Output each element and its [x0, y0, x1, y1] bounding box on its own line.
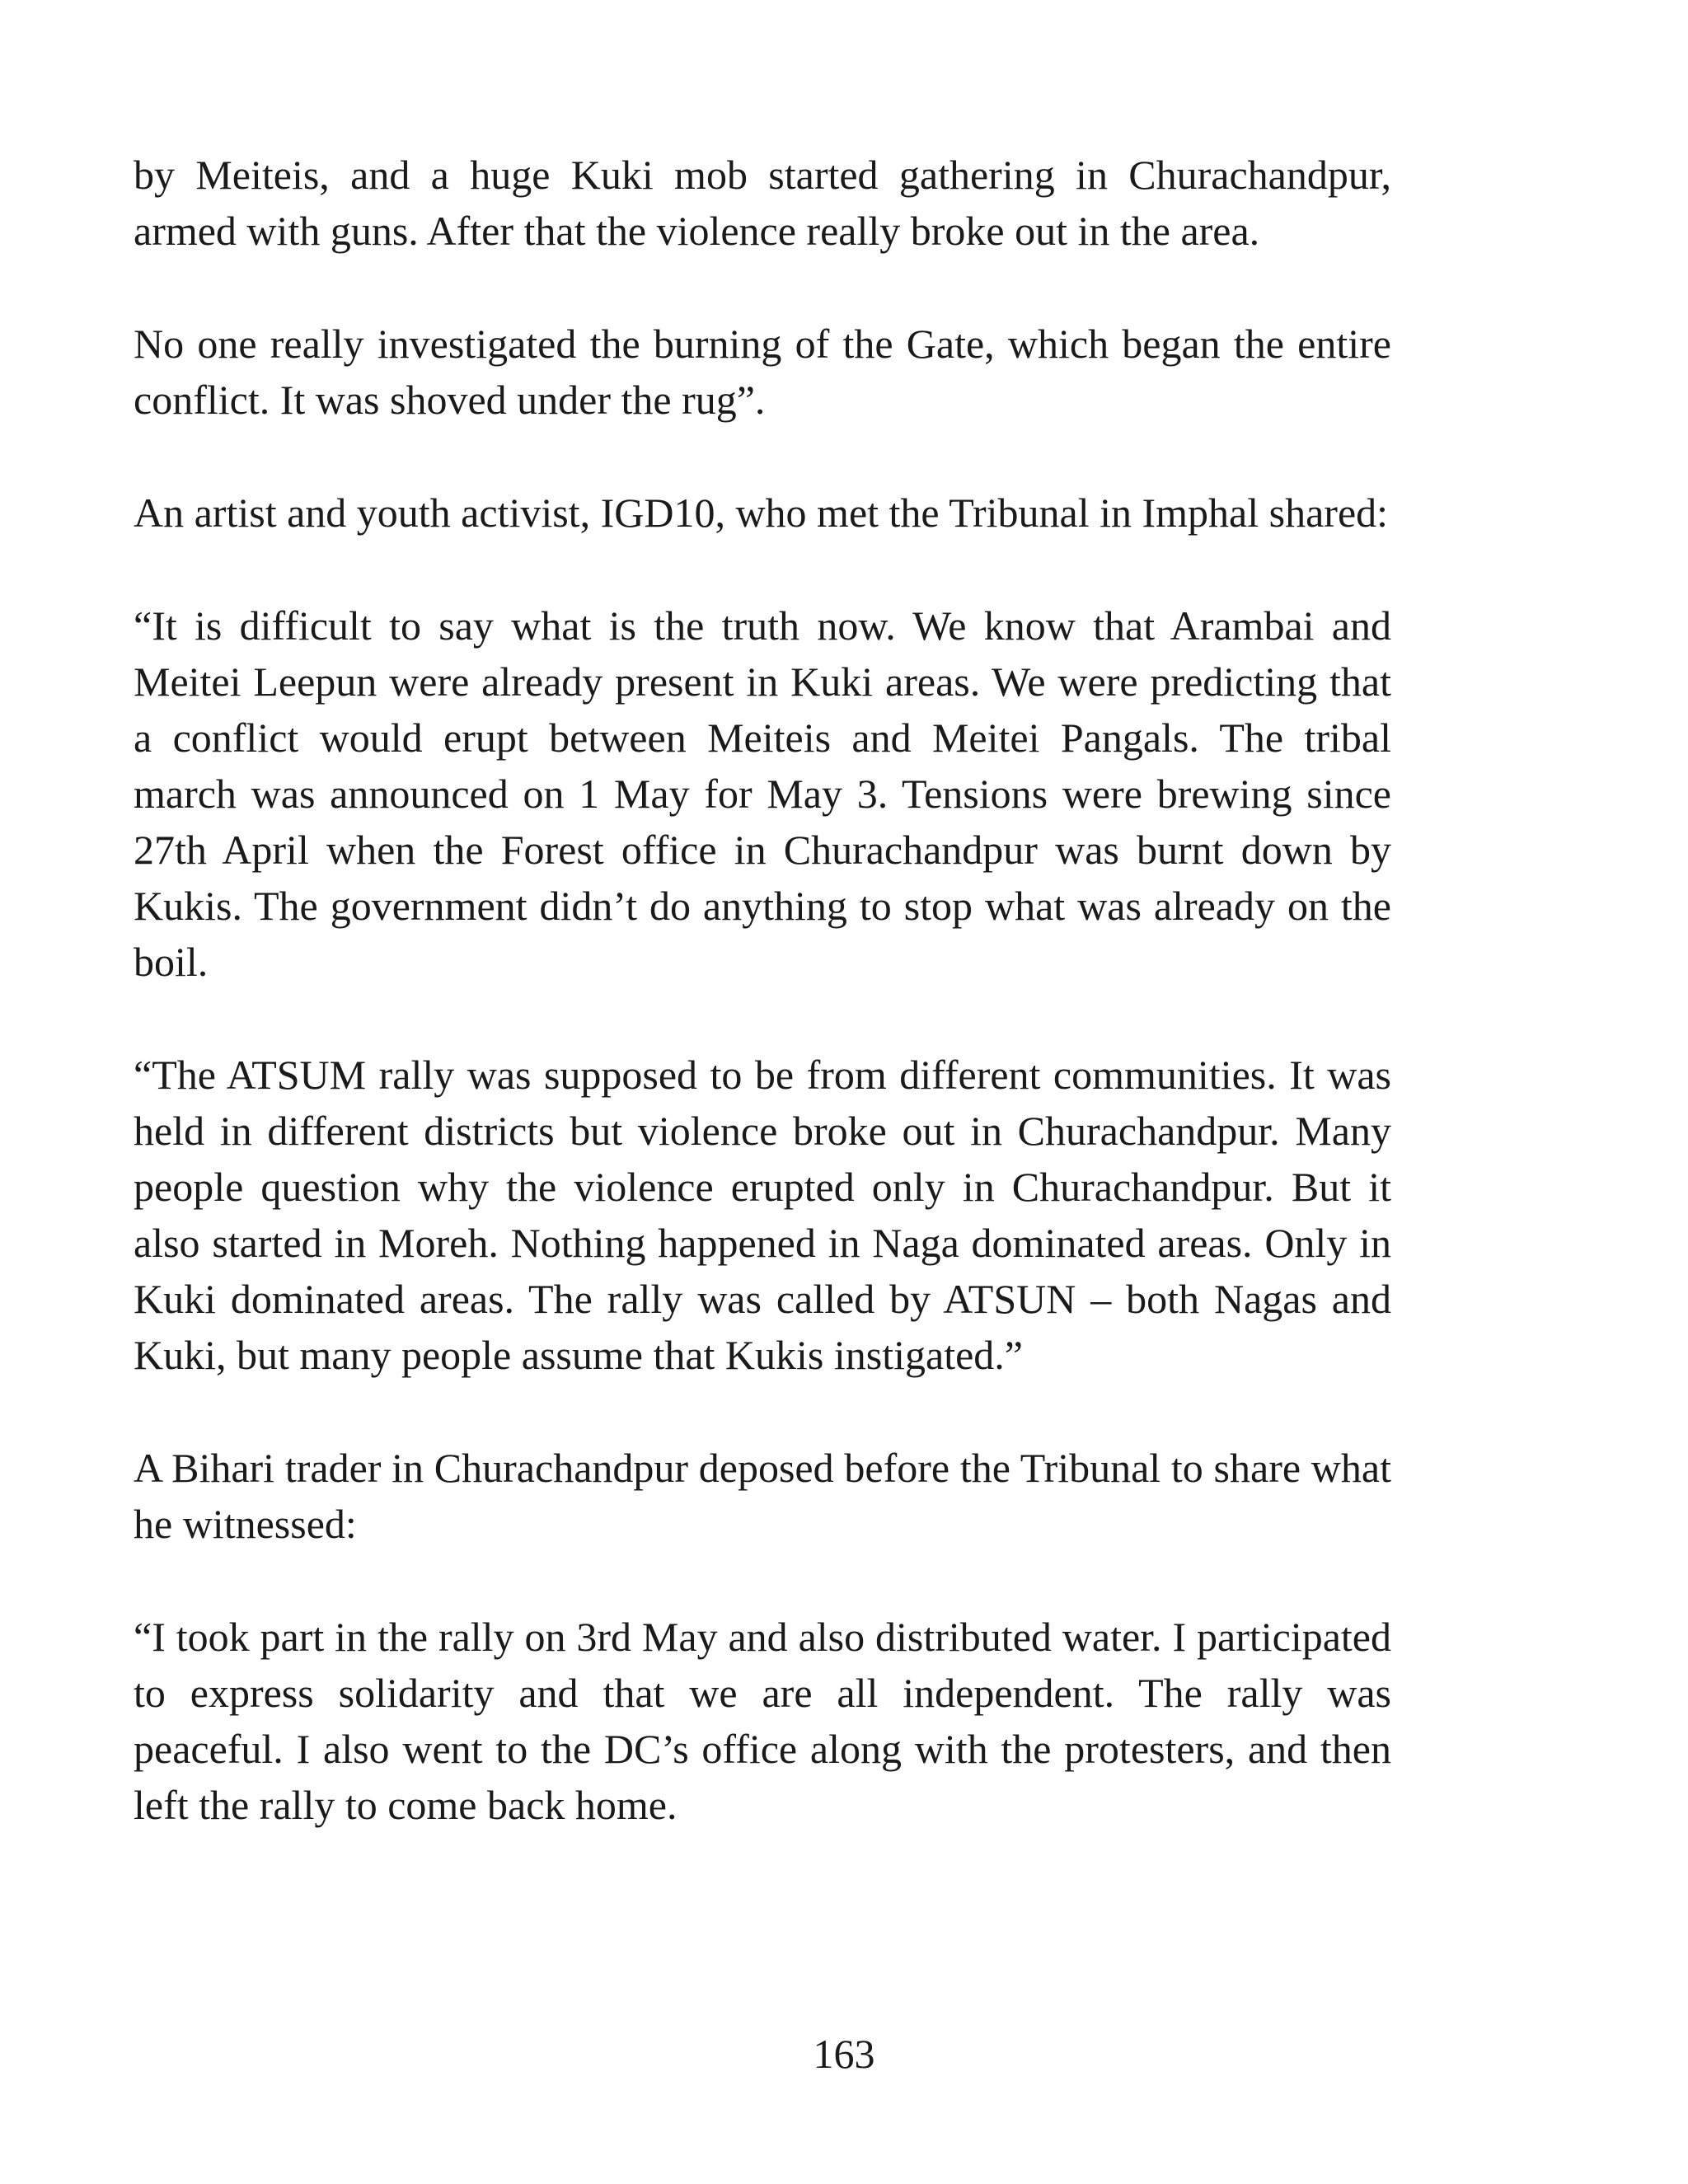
- paragraph-5: “The ATSUM rally was supposed to be from different communities. It was held in different districts but violence broke out in Churachandpur. Many people question why the violence erupted only in Churachandpur. But it also started in Moreh. Nothing happened in Naga dominated areas. Only in Kuki dominated areas. The rally was called by ATSUN – both Nagas and Kuki, but many people assume that Kukis instigated.”: [134, 1052, 1391, 1378]
- paragraph-3: An artist and youth activist, IGD10, who met the Tribunal in Imphal shared:: [134, 490, 1389, 536]
- paragraph-4: “It is difficult to say what is the truth now. We know that Arambai and Meitei Leepun were already present in Kuki areas. We were predicting that a conflict would erupt between Meiteis and Meitei Pangals. The tribal march was announced on 1 May for May 3. Tensions were brewing since 27th April when the Forest office in Churachandpur was burnt down by Kukis. The government didn’t do anything to stop what was already on the boil.: [134, 602, 1391, 985]
- paragraph-7: “I took part in the rally on 3rd May and also distributed water. I participated to express solidarity and that we are all independent. The rally was peaceful. I also went to the DC’s office along with the protesters, and then left the rally to come back home.: [134, 1614, 1391, 1828]
- paragraph-2: No one really investigated the burning of the Gate, which began the entire conflict. It was shoved under the rug”.: [134, 321, 1391, 423]
- paragraph-1: by Meiteis, and a huge Kuki mob started gathering in Churachandpur, armed with guns. After that the violence really broke out in the area.: [134, 152, 1391, 254]
- page-number: 163: [813, 2031, 875, 2077]
- body-text: [134, 147, 1391, 1890]
- paragraph-6: A Bihari trader in Churachandpur deposed before the Tribunal to share what he witnessed:: [134, 1445, 1391, 1547]
